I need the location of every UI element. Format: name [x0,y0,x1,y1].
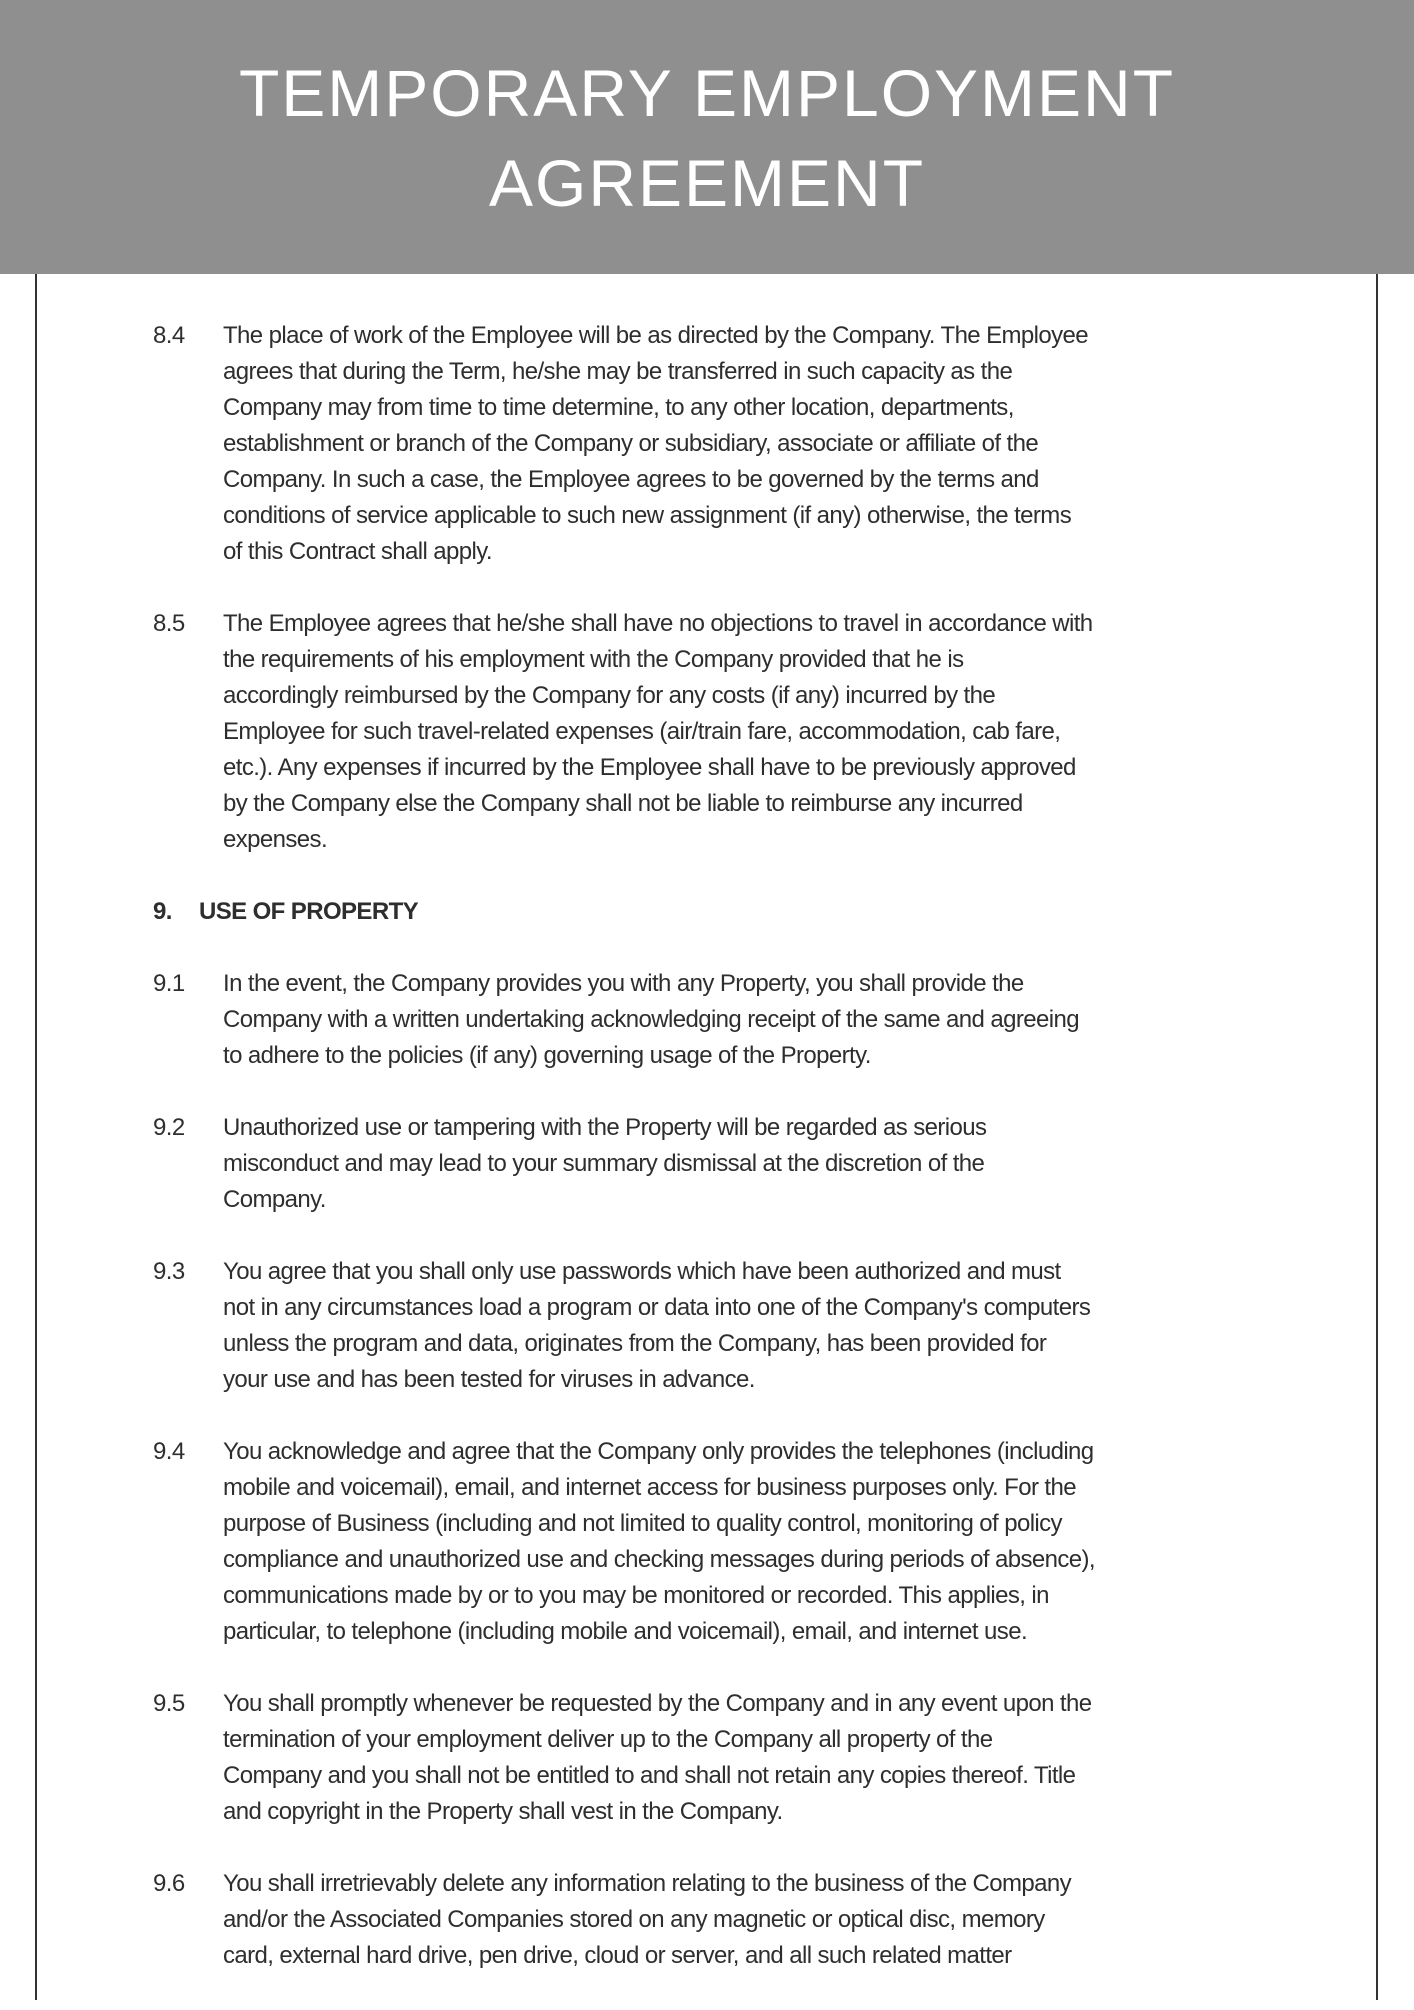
clause-text-line: Company. In such a case, the Employee agrees to be governed by the terms and [223,466,1039,493]
clause-text-line: not in any circumstances load a program or data into one of the Company's computers [223,1294,1091,1321]
clause-text-line: misconduct and may lead to your summary dismissal at the discretion of the [223,1150,985,1177]
title-line-2: AGREEMENT [488,146,926,220]
clause-number: 9.1 [153,970,185,997]
clause-8-4 [153,318,1273,570]
clause-number: 8.5 [153,610,185,637]
clause-number: 9.4 [153,1438,185,1465]
clause-text-line: Company with a written undertaking acknowledging receipt of the same and agreeing [223,1006,1079,1033]
clause-text-line: termination of your employment deliver up to the Company all property of the [223,1726,993,1753]
clause-text-line: and copyright in the Property shall vest in the Company. [223,1798,783,1825]
clause-text-line: unless the program and data, originates from the Company, has been provided for [223,1330,1047,1357]
clause-9-3 [153,1254,1273,1398]
clause-text-line: accordingly reimbursed by the Company for any costs (if any) incurred by the [223,682,996,709]
document-body [153,318,1273,2010]
clause-text-line: the requirements of his employment with the Company provided that he is [223,646,964,673]
clause-text-line: to adhere to the policies (if any) governing usage of the Property. [223,1042,871,1069]
clause-text-line: agrees that during the Term, he/she may be transferred in such capacity as the [223,358,1013,385]
clause-text-line: purpose of Business (including and not limited to quality control, monitoring of policy [223,1510,1062,1537]
clause-text-line: You acknowledge and agree that the Company only provides the telephones (including [223,1438,1094,1465]
right-border [1376,274,1378,2000]
section-number: 9. [153,898,172,925]
clause-text-line: The place of work of the Employee will be as directed by the Company. The Employee [223,322,1089,349]
clause-number: 9.5 [153,1690,185,1717]
clause-text-line: Unauthorized use or tampering with the Property will be regarded as serious [223,1114,987,1141]
section-8-clauses [153,318,1273,858]
clause-9-6 [153,1866,1273,1974]
clause-text-line: communications made by or to you may be monitored or recorded. This applies, in [223,1582,1049,1609]
clause-text-line: establishment or branch of the Company or subsidiary, associate or affiliate of the [223,430,1039,457]
clause-text-line: of this Contract shall apply. [223,538,492,565]
clause-8-5 [153,606,1273,858]
clause-number: 8.4 [153,322,185,349]
clause-text-line: Company may from time to time determine, to any other location, departments, [223,394,1014,421]
clause-text-line: Company and you shall not be entitled to and shall not retain any copies thereof. Title [223,1762,1076,1789]
clause-text-line: Company. [223,1186,326,1213]
clause-text-line: particular, to telephone (including mobile and voicemail), email, and internet use. [223,1618,1028,1645]
clause-9-4 [153,1434,1273,1650]
clause-number: 9.2 [153,1114,185,1141]
clause-number: 9.6 [153,1870,185,1897]
clause-text-line: by the Company else the Company shall not be liable to reimburse any incurred [223,790,1023,817]
left-border [35,274,37,2000]
clause-9-5 [153,1686,1273,1830]
clause-text-line: conditions of service applicable to such new assignment (if any) otherwise, the terms [223,502,1072,529]
clause-number: 9.3 [153,1258,185,1285]
clause-text-line: and/or the Associated Companies stored on any magnetic or optical disc, memory [223,1906,1045,1933]
clause-text-line: card, external hard drive, pen drive, cloud or server, and all such related matter [223,1942,1012,1969]
clause-text-line: You shall promptly whenever be requested by the Company and in any event upon the [223,1690,1092,1717]
clause-text-line: Employee for such travel-related expenses (air/train fare, accommodation, cab fare, [223,718,1061,745]
clause-text-line: mobile and voicemail), email, and internet access for business purposes only. For the [223,1474,1076,1501]
title-banner [0,0,1414,274]
section-title: USE OF PROPERTY [199,898,419,925]
section-9-clauses [153,966,1273,1974]
clause-text-line: expenses. [223,826,328,853]
clause-text-line: compliance and unauthorized use and checking messages during periods of absence), [223,1546,1095,1573]
clause-text-line: your use and has been tested for viruses in advance. [223,1366,755,1393]
clause-text-line: You shall irretrievably delete any information relating to the business of the Company [223,1870,1072,1897]
clause-9-2 [153,1110,1273,1218]
clause-text-line: In the event, the Company provides you with any Property, you shall provide the [223,970,1024,997]
title-line-1: TEMPORARY EMPLOYMENT [238,56,1176,130]
clause-text-line: etc.). Any expenses if incurred by the Employee shall have to be previously approved [223,754,1076,781]
section-heading [153,894,1273,930]
clause-9-1 [153,966,1273,1074]
clause-text-line: You agree that you shall only use passwords which have been authorized and must [223,1258,1061,1285]
clause-text-line: The Employee agrees that he/she shall have no objections to travel in accordance with [223,610,1093,637]
